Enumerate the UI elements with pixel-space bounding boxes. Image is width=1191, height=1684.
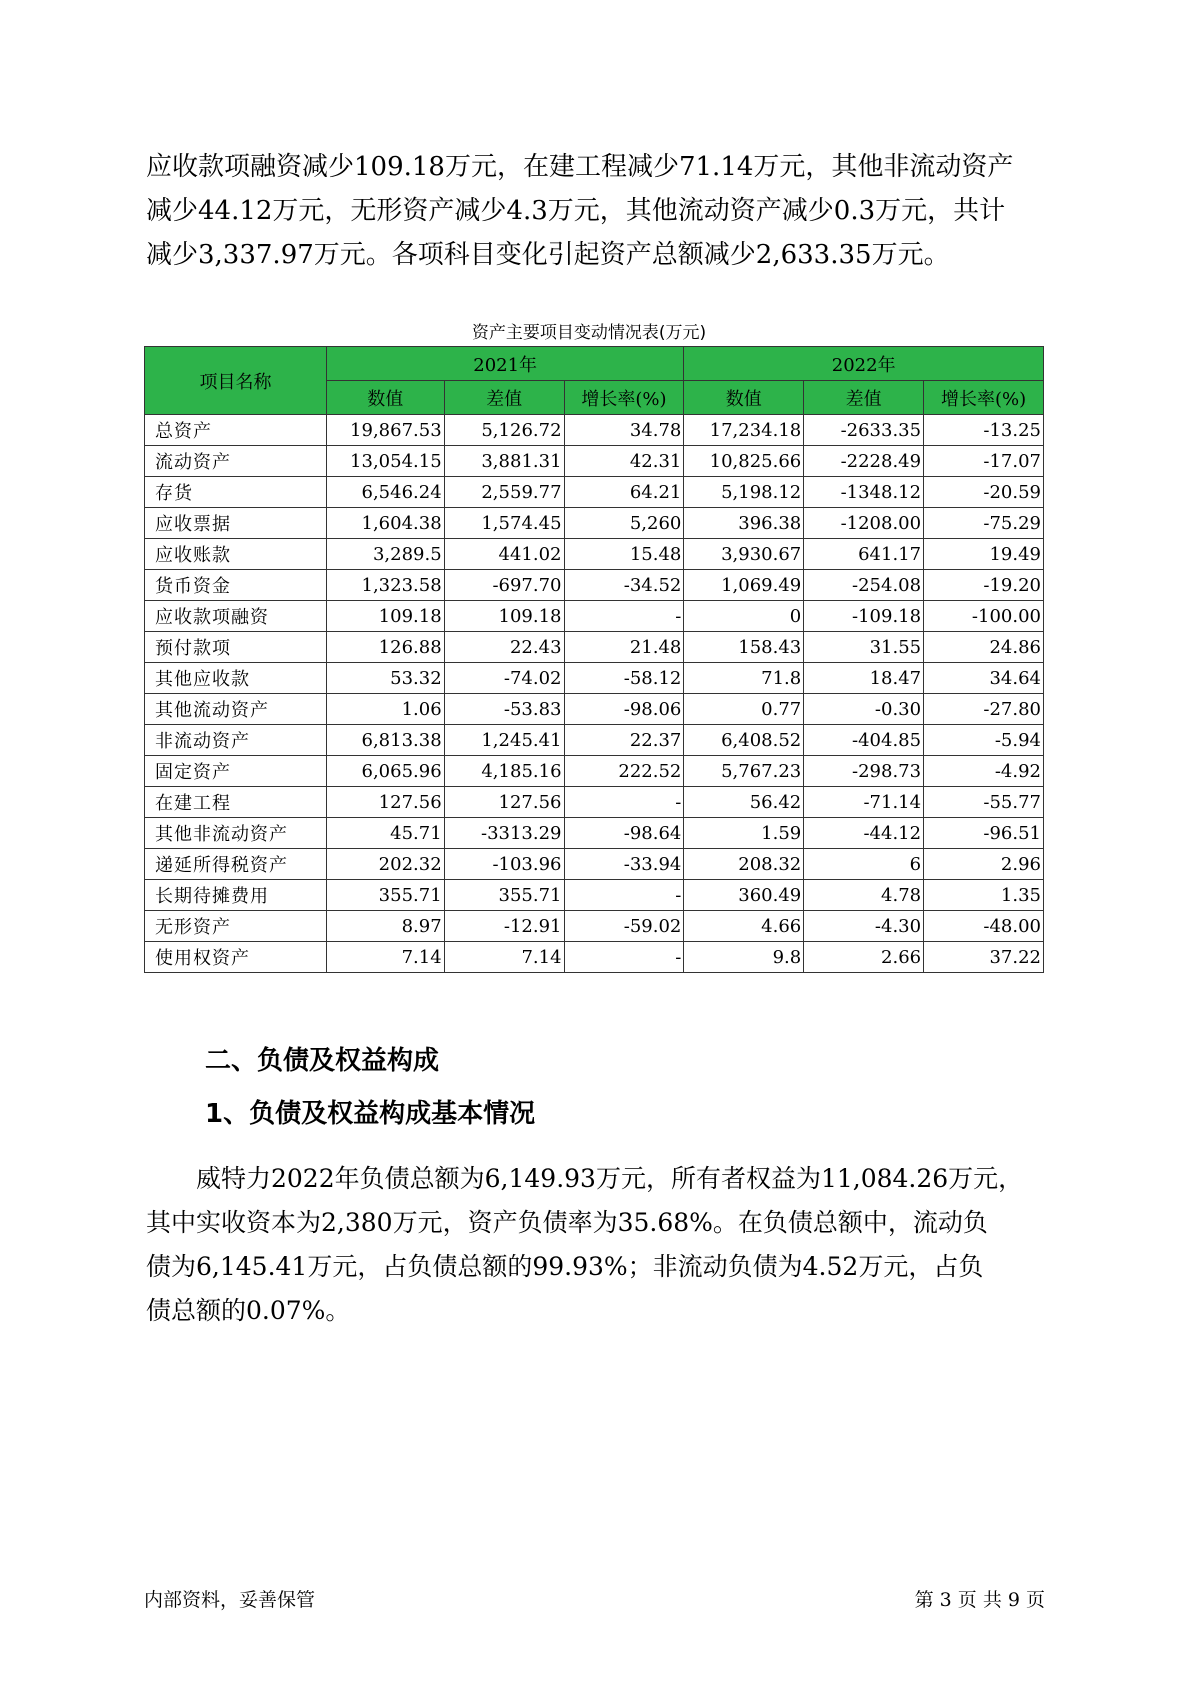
- row-value-cell: -: [564, 942, 684, 973]
- row-value-cell: 208.32: [684, 849, 804, 880]
- table-row: [145, 632, 1044, 663]
- row-value-cell: 3,930.67: [684, 539, 804, 570]
- table-caption: 资产主要项目变动情况表(万元): [471, 323, 707, 343]
- row-value-cell: 13,054.15: [326, 446, 444, 477]
- row-value-cell: -: [564, 787, 684, 818]
- row-item-name: 应收款项融资: [145, 601, 327, 632]
- row-value-cell: 34.78: [564, 415, 684, 446]
- row-value-cell: 53.32: [326, 663, 444, 694]
- table-row: [145, 663, 1044, 694]
- intro-line: 应收款项融资减少109.18万元，在建工程减少71.14万元，其他非流动资产: [146, 152, 1014, 182]
- row-value-cell: 22.43: [444, 632, 564, 663]
- header-growth-2022: 增长率(%): [924, 381, 1044, 415]
- header-diff-2021: 差值: [444, 381, 564, 415]
- table-row: [145, 570, 1044, 601]
- body-line: 其中实收资本为2,380万元，资产负债率为35.68%。在负债总额中，流动负: [146, 1208, 988, 1237]
- row-value-cell: 222.52: [564, 756, 684, 787]
- row-value-cell: -48.00: [924, 911, 1044, 942]
- row-value-cell: 31.55: [804, 632, 924, 663]
- row-value-cell: 24.86: [924, 632, 1044, 663]
- footer-confidential-note: 内部资料，妥善保管: [144, 1589, 316, 1611]
- row-value-cell: -: [564, 880, 684, 911]
- row-value-cell: 2.66: [804, 942, 924, 973]
- row-item-name: 在建工程: [145, 787, 327, 818]
- row-value-cell: 18.47: [804, 663, 924, 694]
- row-value-cell: 22.37: [564, 725, 684, 756]
- row-value-cell: -298.73: [804, 756, 924, 787]
- row-value-cell: -2633.35: [804, 415, 924, 446]
- row-value-cell: -4.92: [924, 756, 1044, 787]
- row-value-cell: 158.43: [684, 632, 804, 663]
- row-value-cell: -: [564, 601, 684, 632]
- intro-line: 减少3,337.97万元。各项科目变化引起资产总额减少2,633.35万元。: [146, 240, 950, 270]
- row-value-cell: 1,574.45: [444, 508, 564, 539]
- body-paragraph: [146, 1157, 1066, 1333]
- table-row: [145, 818, 1044, 849]
- row-value-cell: -98.64: [564, 818, 684, 849]
- table-body: [145, 415, 1044, 973]
- body-line: 威特力2022年负债总额为6,149.93万元，所有者权益为11,084.26万元，: [146, 1164, 1024, 1193]
- row-item-name: 货币资金: [145, 570, 327, 601]
- row-value-cell: 6,813.38: [326, 725, 444, 756]
- table-row: [145, 756, 1044, 787]
- row-value-cell: 6,546.24: [326, 477, 444, 508]
- table-row: [145, 849, 1044, 880]
- table-row: [145, 508, 1044, 539]
- row-value-cell: 21.48: [564, 632, 684, 663]
- row-value-cell: 17,234.18: [684, 415, 804, 446]
- row-value-cell: 37.22: [924, 942, 1044, 973]
- row-value-cell: 5,260: [564, 508, 684, 539]
- row-item-name: 总资产: [145, 415, 327, 446]
- row-value-cell: 5,198.12: [684, 477, 804, 508]
- row-value-cell: 7.14: [326, 942, 444, 973]
- row-value-cell: -2228.49: [804, 446, 924, 477]
- row-value-cell: 6,065.96: [326, 756, 444, 787]
- row-value-cell: 42.31: [564, 446, 684, 477]
- row-value-cell: 8.97: [326, 911, 444, 942]
- row-item-name: 非流动资产: [145, 725, 327, 756]
- row-value-cell: 10,825.66: [684, 446, 804, 477]
- row-value-cell: -74.02: [444, 663, 564, 694]
- row-value-cell: 19.49: [924, 539, 1044, 570]
- row-value-cell: 3,881.31: [444, 446, 564, 477]
- row-value-cell: 5,126.72: [444, 415, 564, 446]
- table-row: [145, 539, 1044, 570]
- row-value-cell: 396.38: [684, 508, 804, 539]
- row-value-cell: 1.06: [326, 694, 444, 725]
- row-item-name: 无形资产: [145, 911, 327, 942]
- row-value-cell: 355.71: [326, 880, 444, 911]
- row-value-cell: -59.02: [564, 911, 684, 942]
- row-value-cell: 0: [684, 601, 804, 632]
- row-item-name: 递延所得税资产: [145, 849, 327, 880]
- row-value-cell: 202.32: [326, 849, 444, 880]
- row-value-cell: -58.12: [564, 663, 684, 694]
- row-value-cell: -13.25: [924, 415, 1044, 446]
- table-row: [145, 415, 1044, 446]
- row-value-cell: 2.96: [924, 849, 1044, 880]
- row-value-cell: 1,323.58: [326, 570, 444, 601]
- row-value-cell: -71.14: [804, 787, 924, 818]
- row-value-cell: 127.56: [326, 787, 444, 818]
- row-value-cell: 1,069.49: [684, 570, 804, 601]
- row-value-cell: -103.96: [444, 849, 564, 880]
- row-value-cell: -53.83: [444, 694, 564, 725]
- table-row: [145, 477, 1044, 508]
- row-item-name: 其他应收款: [145, 663, 327, 694]
- row-value-cell: -12.91: [444, 911, 564, 942]
- row-value-cell: 126.88: [326, 632, 444, 663]
- row-value-cell: -19.20: [924, 570, 1044, 601]
- row-item-name: 其他流动资产: [145, 694, 327, 725]
- row-value-cell: 360.49: [684, 880, 804, 911]
- row-value-cell: -109.18: [804, 601, 924, 632]
- row-value-cell: -96.51: [924, 818, 1044, 849]
- table-row: [145, 725, 1044, 756]
- row-item-name: 使用权资产: [145, 942, 327, 973]
- header-year-2022: 2022年: [684, 347, 1044, 381]
- row-value-cell: 109.18: [326, 601, 444, 632]
- table-row: [145, 942, 1044, 973]
- body-line: 债总额的0.07%。: [146, 1296, 351, 1325]
- row-value-cell: 71.8: [684, 663, 804, 694]
- row-value-cell: 641.17: [804, 539, 924, 570]
- row-value-cell: 4.78: [804, 880, 924, 911]
- row-value-cell: 4,185.16: [444, 756, 564, 787]
- row-item-name: 其他非流动资产: [145, 818, 327, 849]
- row-value-cell: 1.59: [684, 818, 804, 849]
- row-value-cell: -3313.29: [444, 818, 564, 849]
- row-value-cell: -404.85: [804, 725, 924, 756]
- table-row: [145, 911, 1044, 942]
- header-value-2022: 数值: [684, 381, 804, 415]
- row-item-name: 预付款项: [145, 632, 327, 663]
- section-heading: 二、负债及权益构成: [205, 1046, 440, 1076]
- intro-paragraph: [146, 145, 1066, 277]
- row-value-cell: -34.52: [564, 570, 684, 601]
- row-value-cell: 15.48: [564, 539, 684, 570]
- row-value-cell: 34.64: [924, 663, 1044, 694]
- footer-page-number: 第 3 页 共 9 页: [914, 1589, 1045, 1611]
- row-item-name: 应收账款: [145, 539, 327, 570]
- row-item-name: 固定资产: [145, 756, 327, 787]
- row-value-cell: -27.80: [924, 694, 1044, 725]
- table-row: [145, 601, 1044, 632]
- row-value-cell: -5.94: [924, 725, 1044, 756]
- row-value-cell: -55.77: [924, 787, 1044, 818]
- header-year-2021: 2021年: [326, 347, 683, 381]
- body-line: 债为6,145.41万元，占负债总额的99.93%；非流动负债为4.52万元，占负: [146, 1252, 984, 1281]
- row-value-cell: 1.35: [924, 880, 1044, 911]
- row-value-cell: -33.94: [564, 849, 684, 880]
- row-value-cell: 355.71: [444, 880, 564, 911]
- row-item-name: 存货: [145, 477, 327, 508]
- row-value-cell: -1348.12: [804, 477, 924, 508]
- row-value-cell: -0.30: [804, 694, 924, 725]
- row-item-name: 长期待摊费用: [145, 880, 327, 911]
- row-value-cell: 1,604.38: [326, 508, 444, 539]
- row-value-cell: 9.8: [684, 942, 804, 973]
- header-growth-2021: 增长率(%): [564, 381, 684, 415]
- row-value-cell: 5,767.23: [684, 756, 804, 787]
- row-value-cell: 19,867.53: [326, 415, 444, 446]
- header-value-2021: 数值: [326, 381, 444, 415]
- row-value-cell: -17.07: [924, 446, 1044, 477]
- table-row: [145, 787, 1044, 818]
- row-value-cell: 127.56: [444, 787, 564, 818]
- row-item-name: 流动资产: [145, 446, 327, 477]
- row-item-name: 应收票据: [145, 508, 327, 539]
- row-value-cell: 109.18: [444, 601, 564, 632]
- header-diff-2022: 差值: [804, 381, 924, 415]
- row-value-cell: -20.59: [924, 477, 1044, 508]
- row-value-cell: -44.12: [804, 818, 924, 849]
- intro-line: 减少44.12万元，无形资产减少4.3万元，其他流动资产减少0.3万元，共计: [146, 196, 1006, 226]
- table-row: [145, 694, 1044, 725]
- row-value-cell: -98.06: [564, 694, 684, 725]
- row-value-cell: 64.21: [564, 477, 684, 508]
- row-value-cell: -75.29: [924, 508, 1044, 539]
- row-value-cell: 56.42: [684, 787, 804, 818]
- row-value-cell: 7.14: [444, 942, 564, 973]
- row-value-cell: 441.02: [444, 539, 564, 570]
- table-row: [145, 446, 1044, 477]
- header-item-name: 项目名称: [145, 347, 327, 415]
- table-row: [145, 880, 1044, 911]
- row-value-cell: 3,289.5: [326, 539, 444, 570]
- row-value-cell: 1,245.41: [444, 725, 564, 756]
- row-value-cell: -697.70: [444, 570, 564, 601]
- subsection-heading: 1、负债及权益构成基本情况: [205, 1099, 536, 1129]
- row-value-cell: 2,559.77: [444, 477, 564, 508]
- row-value-cell: 6,408.52: [684, 725, 804, 756]
- row-value-cell: -4.30: [804, 911, 924, 942]
- row-value-cell: -1208.00: [804, 508, 924, 539]
- row-value-cell: -254.08: [804, 570, 924, 601]
- row-value-cell: 6: [804, 849, 924, 880]
- asset-change-table: [144, 346, 1044, 973]
- row-value-cell: 4.66: [684, 911, 804, 942]
- row-value-cell: 45.71: [326, 818, 444, 849]
- row-value-cell: -100.00: [924, 601, 1044, 632]
- row-value-cell: 0.77: [684, 694, 804, 725]
